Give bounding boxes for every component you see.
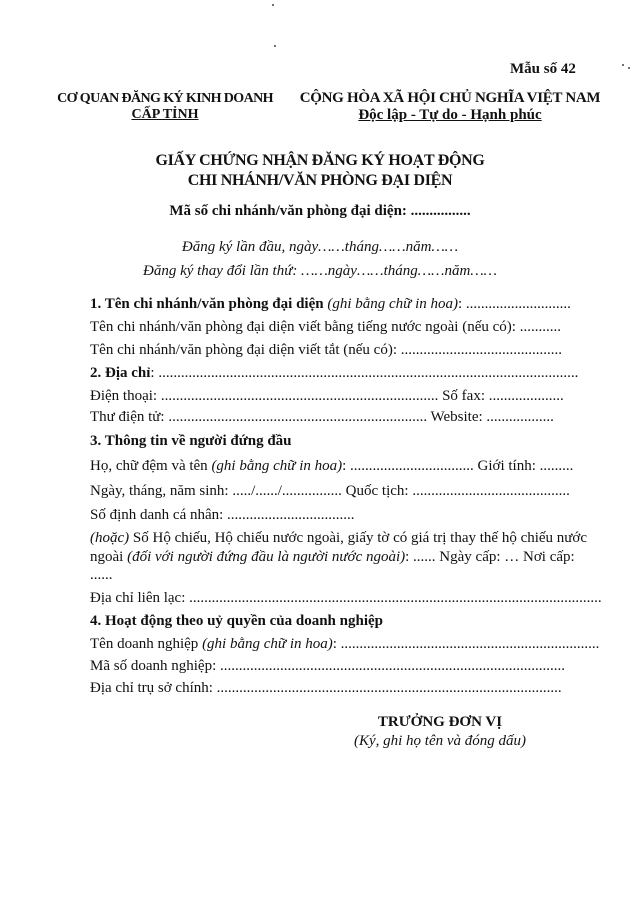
signature-title: TRƯỞNG ĐƠN VỊ	[377, 714, 503, 730]
passport-note: (đối với người đứng đầu là người nước ngoài)	[127, 549, 406, 565]
form-number: Mẫu số 42	[510, 61, 576, 77]
company-name-fill: : .....................................................................	[332, 636, 600, 652]
section2-heading: 2. Địa chỉ	[90, 365, 151, 381]
scan-speck	[622, 64, 624, 66]
email-website-row: Thư điện tử: ..................................................................... Website: ..................	[90, 409, 554, 425]
section3-heading: 3. Thông tin về người đứng đầu	[90, 433, 292, 449]
country-motto: Độc lập - Tự do - Hạnh phúc	[358, 107, 542, 123]
branch-code-line: Mã số chi nhánh/văn phòng đại diện: ................	[169, 203, 471, 219]
foreign-name-row: Tên chi nhánh/văn phòng đại diện viết bằng tiếng nước ngoài (nếu có): ...........	[90, 319, 561, 335]
scan-speck	[272, 4, 274, 6]
id-number-row: Số định danh cá nhân: ..................................	[90, 507, 355, 523]
section1-heading-note: (ghi bằng chữ in hoa)	[327, 296, 458, 312]
passport-row-2	[90, 549, 575, 566]
section1-heading-row	[90, 296, 570, 313]
company-name-note: (ghi bằng chữ in hoa)	[202, 636, 333, 652]
passport-row-3: ......	[90, 567, 113, 583]
change-registration-line: Đăng ký thay đổi lần thứ: ……ngày……tháng……năm……	[142, 263, 497, 279]
phone-fax-row: Điện thoại: .......................................................................... Số fax: ....................	[90, 388, 564, 404]
address-row	[90, 365, 579, 382]
full-name-note: (ghi bằng chữ in hoa)	[211, 458, 343, 474]
passport-or: (hoặc)	[90, 530, 130, 546]
company-name-row	[90, 636, 600, 653]
passport-row-1	[90, 530, 588, 547]
contact-address-row: Địa chỉ liên lạc: ..............................................................................................................	[90, 590, 602, 606]
authority-name: CƠ QUAN ĐĂNG KÝ KINH DOANH	[57, 91, 273, 106]
dob-nationality-row: Ngày, tháng, năm sinh: ...../....../................ Quốc tịch: ..........................................	[90, 483, 570, 499]
passport-fill: : ...... Ngày cấp: … Nơi cấp:	[405, 549, 575, 565]
document-title-line1: GIẤY CHỨNG NHẬN ĐĂNG KÝ HOẠT ĐỘNG	[155, 152, 485, 169]
signature-note: (Ký, ghi họ tên và đóng dấu)	[353, 733, 527, 749]
scan-speck	[628, 67, 630, 69]
section1-heading: 1. Tên chi nhánh/văn phòng đại diện	[90, 296, 324, 312]
section1-heading-fill: : ............................	[458, 296, 571, 312]
passport-text-2: ngoài	[90, 549, 128, 565]
scan-speck	[274, 45, 276, 47]
passport-text-1: Số Hộ chiếu, Hộ chiếu nước ngoài, giấy tờ có giá trị thay thế hộ chiếu nước	[129, 530, 588, 546]
full-name-label: Họ, chữ đệm và tên	[90, 458, 208, 474]
section4-heading: 4. Hoạt động theo uỷ quyền của doanh nghiệp	[90, 613, 383, 629]
company-code-row: Mã số doanh nghiệp: ............................................................................................	[90, 658, 565, 674]
country-name: CỘNG HÒA XÃ HỘI CHỦ NGHĨA VIỆT NAM	[299, 90, 601, 106]
company-name-label: Tên doanh nghiệp	[90, 636, 199, 652]
address-fill: : ................................................................................................................	[150, 365, 579, 381]
authority-level: CẤP TỈNH	[131, 107, 199, 122]
full-name-row	[90, 458, 574, 475]
first-registration-line: Đăng ký lần đầu, ngày……tháng……năm……	[181, 239, 459, 255]
head-office-row: Địa chỉ trụ sở chính: ............................................................................................	[90, 680, 562, 696]
document-title-line2: CHI NHÁNH/VĂN PHÒNG ĐẠI DIỆN	[187, 172, 453, 189]
full-name-fill: : ................................. Giới tính: .........	[342, 458, 574, 474]
short-name-row: Tên chi nhánh/văn phòng đại diện viết tắt (nếu có): ...........................................	[90, 342, 562, 358]
